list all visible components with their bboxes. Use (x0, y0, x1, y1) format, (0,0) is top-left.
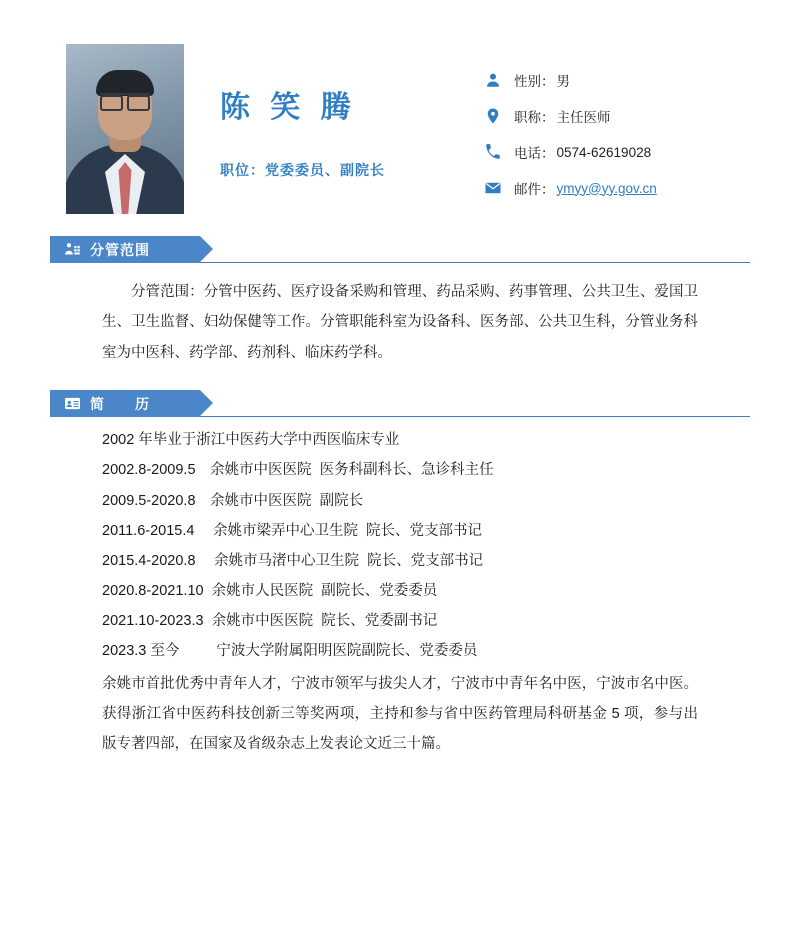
contact-row-gender (484, 62, 750, 98)
section-scope (0, 236, 800, 368)
resume-items (50, 417, 750, 666)
contact-value-gender: 男 (556, 74, 570, 89)
section-resume-bar (50, 390, 750, 417)
phone-icon (484, 143, 514, 161)
list-item: 2002.8-2009.5 余姚市中医医院 医务科副科长、急诊科主任 (102, 462, 494, 479)
contact-list (484, 44, 750, 206)
list-item: 2023.3 至今 宁波大学附属阳明医院副院长、党委委员 (102, 643, 478, 660)
person-name: 陈 笑 腾 (220, 91, 357, 124)
name-block (184, 44, 484, 180)
list-item: 2011.6-2015.4 余姚市梁弄中心卫生院 院长、党支部书记 (102, 522, 483, 539)
section-scope-tab (50, 236, 200, 263)
id-card-icon (64, 395, 81, 412)
contact-value-title: 主任医师 (556, 110, 611, 125)
contact-row-title (484, 98, 750, 134)
contact-value-email[interactable] (557, 181, 657, 196)
section-scope-paragraph: 分管范围：分管中医药、医疗设备采购和管理、药品采购、药事管理、公共卫生、爱国卫生、卫生监督、妇幼保健等工作。分管职能科室为设备科、医务部、公共卫生科，分管业务科室为中医科、药学部、药剂科、临床药学科。 (102, 284, 698, 361)
list-item: 2015.4-2020.8 余姚市马渚中心卫生院 院长、党支部书记 (102, 552, 484, 569)
section-scope-title: 分管范围 (90, 241, 150, 258)
profile-header (0, 0, 800, 214)
resume-summary: 余姚市首批优秀中青年人才，宁波市领军与拔尖人才，宁波市中青年名中医，宁波市名中医。获得浙江省中医药科技创新三等奖两项，主持和参与省中医药管理局科研基金 5 项，参与出版专著四部，在国家及省级杂志上发表论文近三十篇。 (102, 675, 698, 752)
list-item: 2021.10-2023.3 余姚市中医医院 院长、党委副书记 (102, 613, 438, 630)
contact-label-email: 邮件： (514, 182, 555, 197)
email-link[interactable]: ymyy@yy.gov.cn (556, 180, 657, 196)
contact-label-title: 职称： (514, 110, 555, 125)
list-item: 2002 年毕业于浙江中医药大学中西医临床专业 (102, 432, 400, 449)
contact-row-phone (484, 134, 750, 170)
contact-value-phone: 0574-62619028 (556, 144, 652, 160)
person-position (220, 160, 484, 180)
section-resume-title: 简 历 (90, 395, 150, 412)
section-scope-bar (50, 236, 750, 263)
section-resume-tab (50, 390, 200, 417)
list-item: 2009.5-2020.8 余姚市中医医院 副院长 (102, 492, 364, 509)
section-resume (0, 390, 800, 759)
position-value: 党委委员、副院长 (265, 162, 385, 178)
location-pin-icon (484, 107, 514, 125)
contact-row-email (484, 170, 750, 206)
people-group-icon (64, 241, 81, 258)
person-icon (484, 71, 514, 89)
avatar (66, 44, 184, 214)
contact-label-phone: 电话： (514, 146, 555, 161)
list-item: 2020.8-2021.10 余姚市人民医院 副院长、党委委员 (102, 583, 438, 600)
contact-label-gender: 性别： (514, 74, 555, 89)
position-label: 职位： (220, 162, 265, 178)
envelope-icon (484, 179, 514, 197)
